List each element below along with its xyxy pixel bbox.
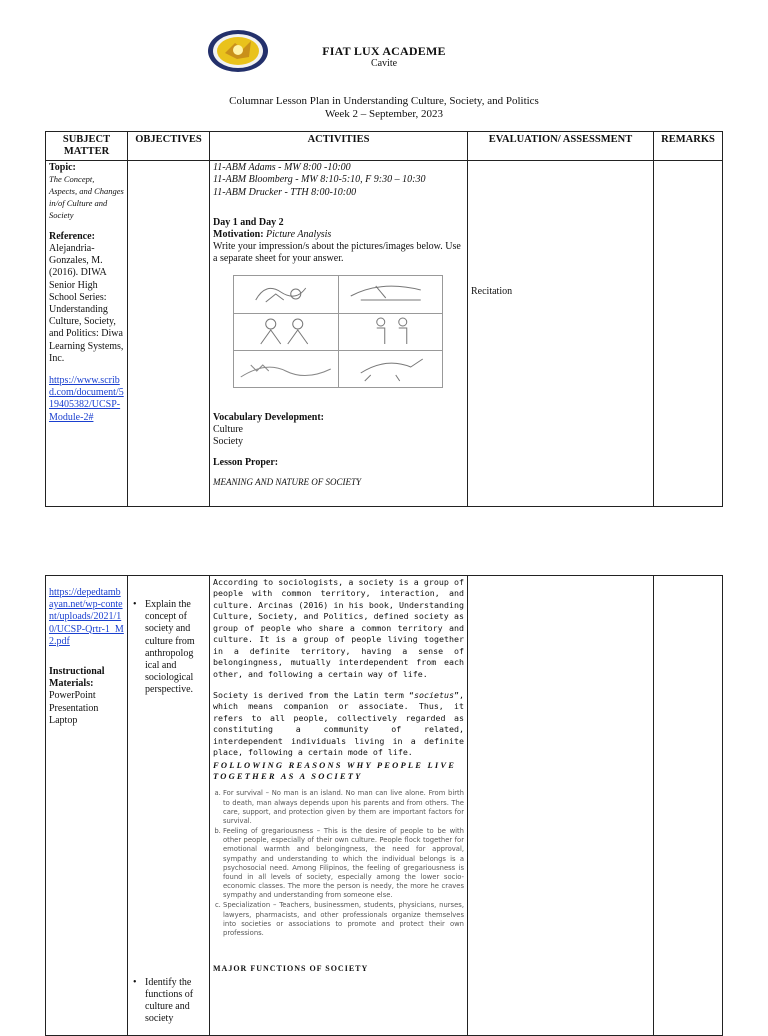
school-name: FIAT LUX ACADEME (322, 44, 446, 58)
motivation-label: Motivation: (213, 228, 264, 240)
motivation-instructions: Write your impression/s about the pictures/images below. Use a separate sheet for your answer. (213, 241, 461, 265)
sketch-image-1 (234, 276, 339, 313)
remarks-cell (654, 161, 723, 507)
reasons-list (213, 789, 464, 938)
sketch-image-4 (338, 313, 443, 350)
section-schedule-1: 11-ABM Adams - MW 8:00 -10:00 (213, 162, 351, 174)
topic-text: The Concept, Aspects, and Changes in/of Culture and Society (49, 174, 124, 220)
reason-specialization: c. Specialization – Teachers, businessmen, students, physicians, nurses, lawyers, pharmacists, and other professionals organize themselves into societies or associations to promote and protect their own professions. (223, 901, 464, 938)
motivation-line (213, 229, 464, 241)
functions-heading: MAJOR FUNCTIONS OF SOCIETY (213, 964, 369, 974)
reason-survival: a. For survival – No man is an island. No man can live alone. From birth to death, man always depends upon his parents and from others. The care, support, and protection given by them are important factors for survival. (223, 789, 464, 826)
picture-analysis-grid (233, 275, 443, 388)
column-header-evaluation: EVALUATION/ ASSESSMENT (468, 132, 654, 161)
objective-1: • Explain the concept of society and culture from anthropolog ical and sociological perspective. (131, 599, 206, 697)
evaluation-text: Recitation (471, 286, 513, 298)
objective-2: • Identify the functions of culture and society (131, 977, 206, 1026)
module-pdf-link[interactable]: https://depedtambayan.net/wp-content/uploads/2021/10/UCSP-Qrtr-1_M2.pdf (49, 587, 124, 647)
reasons-heading: FOLLOWING REASONS WHY PEOPLE LIVE TOGETHER AS A SOCIETY (213, 759, 457, 782)
reference-label: Reference: (49, 230, 95, 242)
sketch-image-5 (234, 350, 339, 387)
subject-matter-cell (46, 161, 128, 507)
column-header-subject-matter: SUBJECT MATTER (46, 132, 128, 161)
origin-text-end: ”, which means companion or associate. Thus, it refers to all people, collectively regarded as constituting a community of related, interdependent individuals living in a definite place, following a certain mode of life. (213, 689, 464, 758)
sketch-image-3 (234, 313, 339, 350)
material-laptop: Laptop (49, 714, 78, 726)
section-schedule-2: 11-ABM Bloomberg - MW 8:10-5:10, F 9:30 – 10:30 (213, 174, 426, 186)
motivation-type: Picture Analysis (266, 228, 332, 240)
reason-gregariousness: b. Feeling of gregariousness – This is the desire of people to be with other people, especially of their own culture. People flock together for emotional warmth and belongingness, the need for approval, sympathy and understanding to which the individual belongs is a psychosocial need. Among Filipinos, the feeling of gregariousness is found in all levels of society, especially among the lower socio-economic classes. The more the person is needy, the more he craves sympathy and understanding from someone else. (223, 827, 464, 900)
objectives-cell-2 (128, 576, 210, 1036)
vocab-term-society: Society (213, 436, 243, 448)
lesson-proper-label: Lesson Proper: (213, 456, 279, 468)
sketch-image-2 (338, 276, 443, 313)
remarks-cell-2 (654, 576, 723, 1036)
society-definition-paragraph: According to sociologists, a society is a group of people with common territory, interaction, and culture. Arcinas (2016) in his book, Understanding Culture, Society, and Politics, defined society as group of people who share a common territory and culture. It is a group of people living together in a definite territory, having a sense of belongingness, mutually interdependent from each other, and following a certain way of life. (213, 577, 464, 679)
column-header-activities: ACTIVITIES (210, 132, 468, 161)
latin-term: societus (414, 689, 454, 700)
evaluation-cell (468, 161, 654, 507)
materials-label: Instructional Materials: (49, 665, 105, 690)
society-origin-paragraph (213, 690, 464, 759)
vocab-term-culture: Culture (213, 424, 243, 436)
origin-text-start: Society is derived from the Latin term “ (213, 689, 415, 700)
material-powerpoint: PowerPoint Presentation (49, 690, 99, 714)
lesson-heading: MEANING AND NATURE OF SOCIETY (213, 476, 362, 487)
subject-matter-cell-2 (46, 576, 128, 1036)
reference-text: Alejandria-Gonzales, M. (2016). DIWA Senior High School Series: Understanding Culture, Society, and Politics: Diwa Learning Systems, Inc. (49, 243, 124, 364)
section-schedule-3: 11-ABM Drucker - TTH 8:00-10:00 (213, 186, 357, 198)
evaluation-cell-2 (468, 576, 654, 1036)
plan-week: Week 2 – September, 2023 (324, 108, 444, 120)
lesson-plan-table-page2 (45, 575, 723, 1036)
plan-title: Columnar Lesson Plan in Understanding Culture, Society, and Politics (229, 95, 539, 107)
day-label: Day 1 and Day 2 (213, 216, 284, 228)
objectives-cell (128, 161, 210, 507)
lesson-plan-table-page1 (45, 131, 723, 507)
reference-link[interactable]: https://www.scribd.com/document/519405382/UCSP-Module-2# (49, 374, 124, 423)
column-header-objectives: OBJECTIVES (128, 132, 210, 161)
activities-cell (210, 161, 468, 507)
column-header-remarks: REMARKS (654, 132, 723, 161)
activities-cell-2 (210, 576, 468, 1036)
school-location: Cavite (370, 58, 398, 69)
topic-label: Topic: (49, 162, 76, 174)
vocab-label: Vocabulary Development: (213, 412, 325, 423)
sketch-image-6 (338, 350, 443, 387)
